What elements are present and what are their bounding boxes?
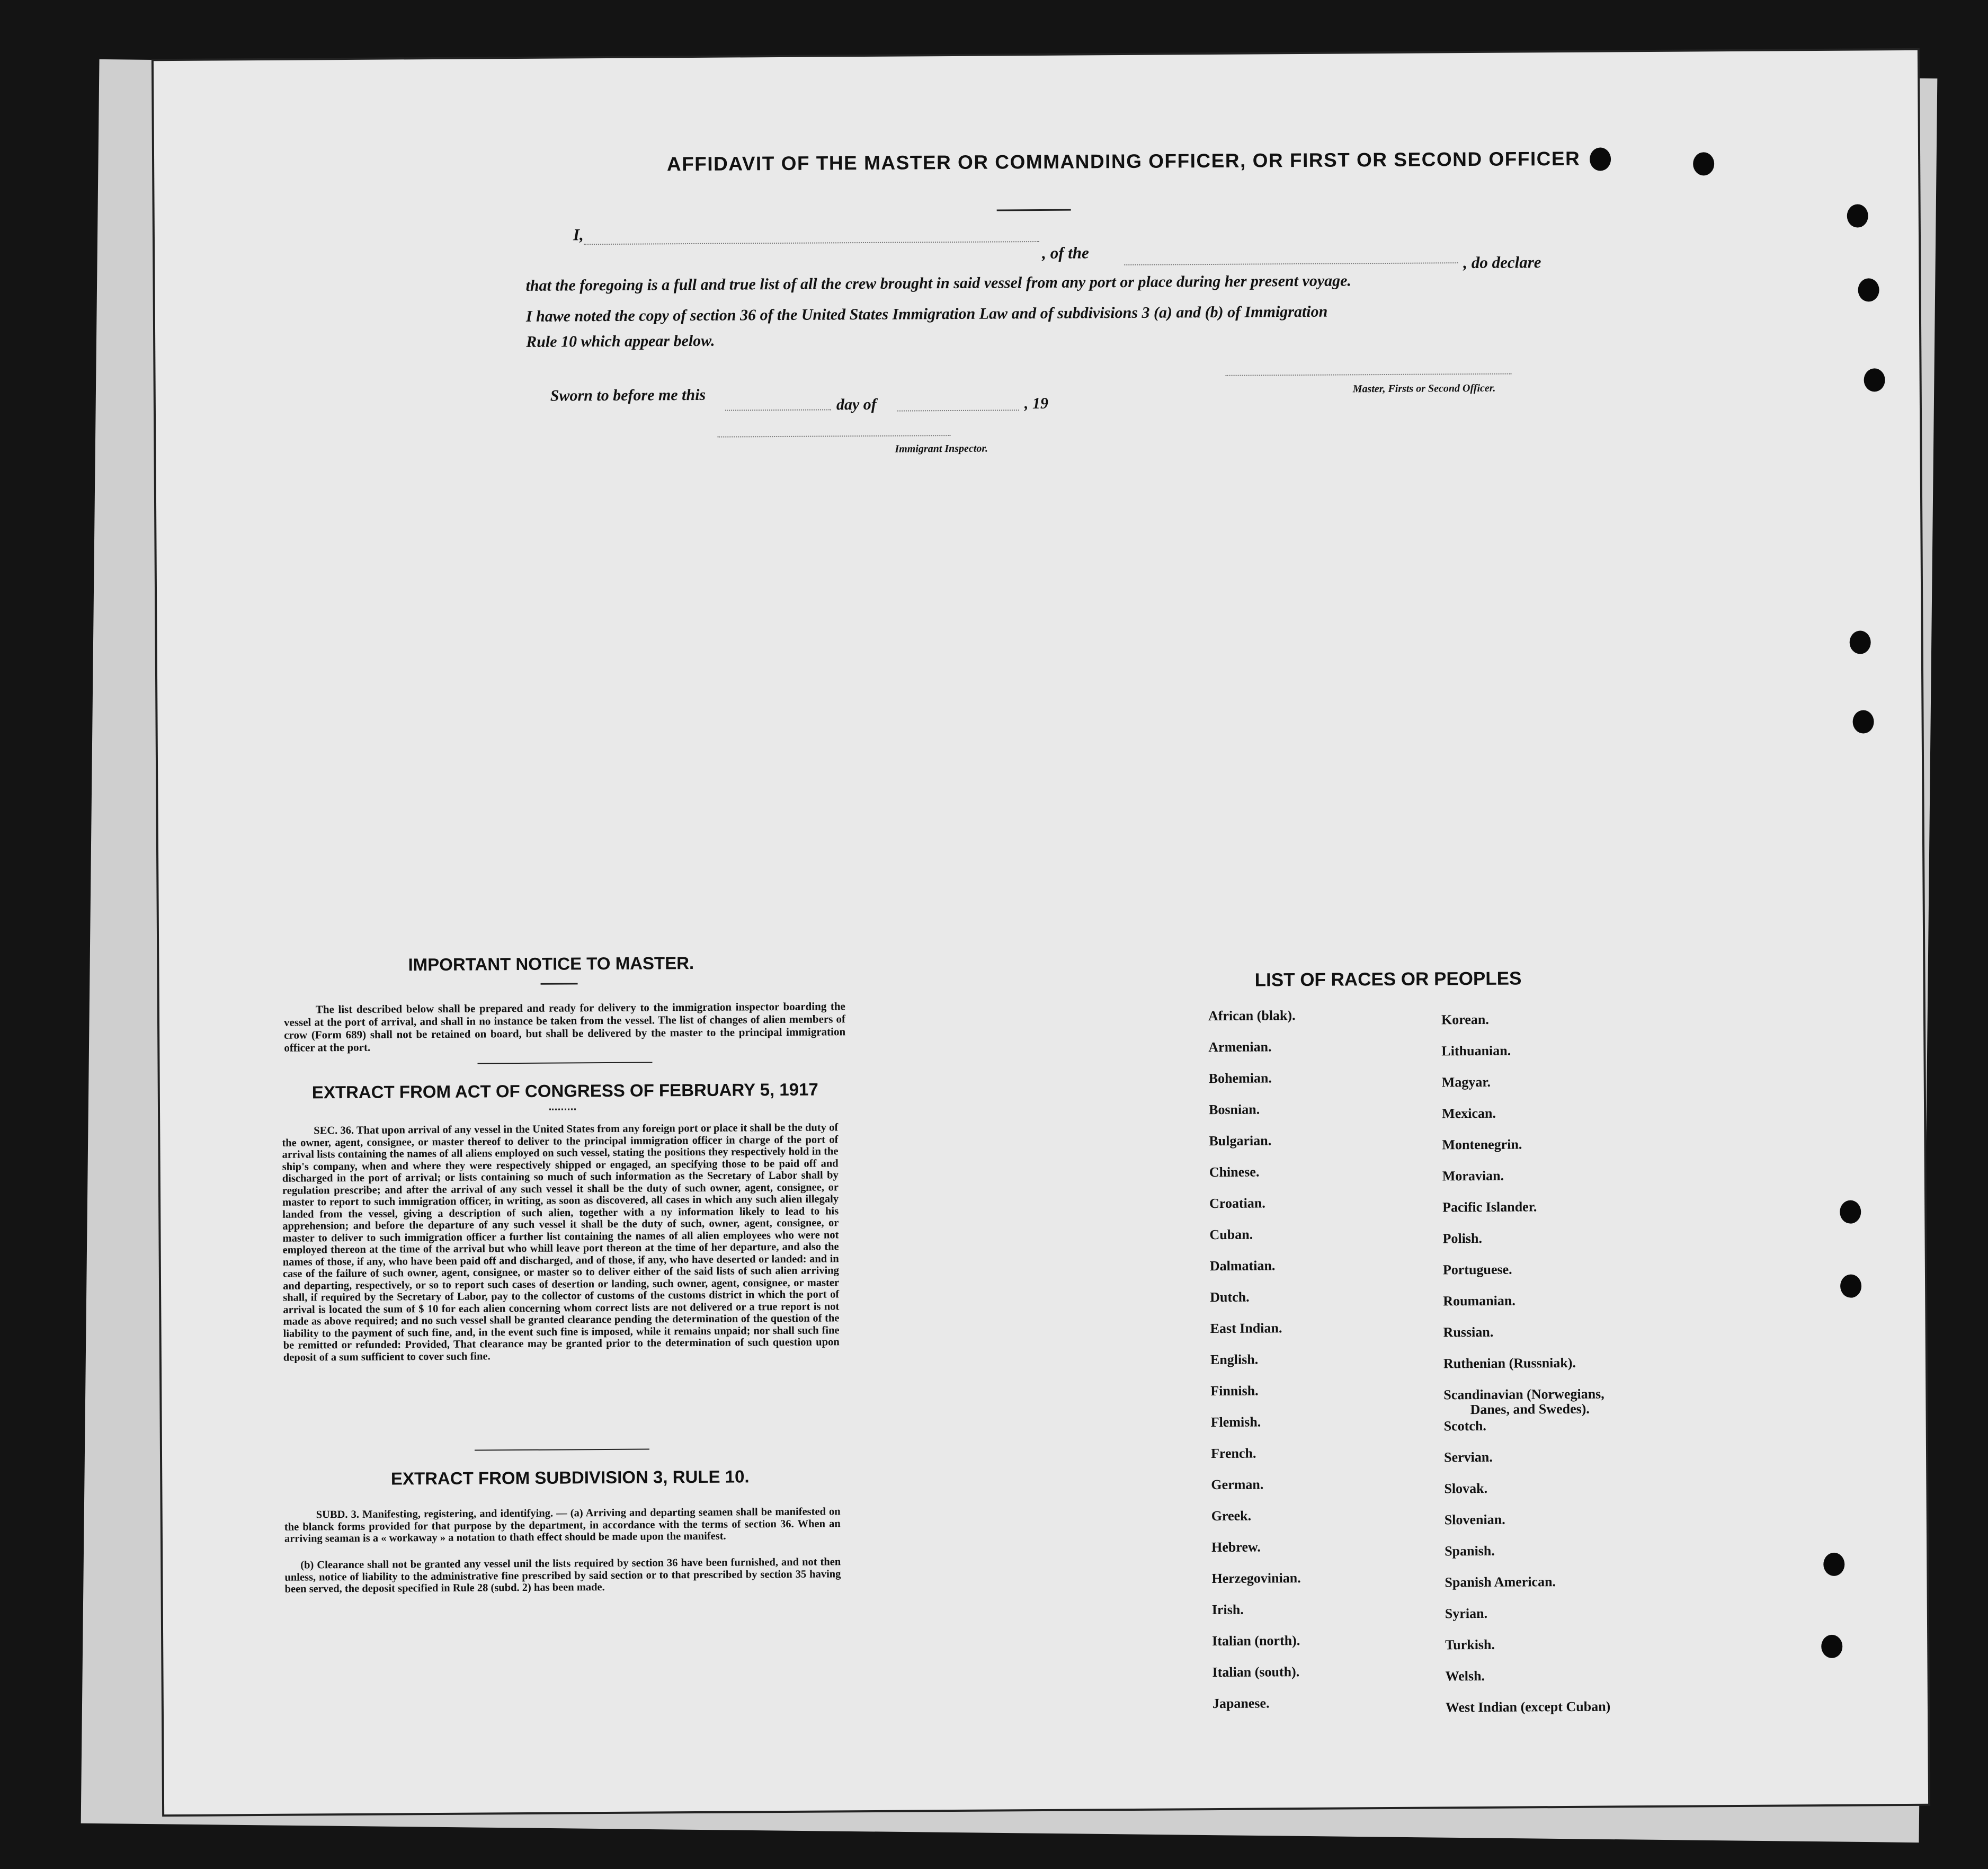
race-item: Lithuanian. — [1441, 1043, 1511, 1059]
races-left-column — [1208, 1008, 1302, 1727]
race-item: Montenegrin. — [1442, 1136, 1522, 1153]
race-item: Slovak. — [1444, 1480, 1488, 1497]
name-blank — [584, 241, 1039, 245]
divider — [477, 1062, 652, 1064]
race-item: Bulgarian. — [1209, 1133, 1272, 1149]
race-item: Japanese. — [1212, 1695, 1270, 1712]
race-item: Scotch. — [1443, 1418, 1486, 1434]
manifest-page — [154, 50, 1928, 1814]
divider — [475, 1449, 649, 1451]
race-item: English. — [1210, 1351, 1259, 1368]
punch-hole — [1840, 1200, 1861, 1224]
race-item: Finnish. — [1210, 1383, 1259, 1399]
declaration-declare: , do declare — [1463, 253, 1541, 272]
race-item: Bosnian. — [1208, 1101, 1260, 1118]
races-title: LIST OF RACES OR PEOPLES — [1254, 968, 1522, 991]
extract-rule-para-b: (b) Clearance shall not be granted any vessel unil the lists required by section 36 have been furnished, and not then unless, notice of liability to the administrative fine prescribed by said section or to that prescribed by section 35 having been served, the deposit specified in Rule 28 (subd. 2) has been made. — [284, 1556, 841, 1595]
race-item: Hebrew. — [1211, 1539, 1261, 1555]
extract-rule-para-a: SUBD. 3. Manifesting, registering, and identifying. — (a) Arriving and departing seamen shall be manifested on the blanck forms provided for that purpose by the department, in accordance with the terms of section 36. When an arriving seaman is a « workaway » a notation to thath effect should be made upon the manifest. — [284, 1506, 841, 1545]
race-item-scandinavian: Scandinavian (Norwegians, — [1443, 1386, 1604, 1403]
punch-hole — [1823, 1553, 1844, 1576]
race-item: Mexican. — [1442, 1105, 1496, 1122]
sworn-text: Sworn to before me this — [550, 386, 706, 405]
race-item-scandinavian-cont: Danes, and Swedes). — [1470, 1401, 1590, 1418]
race-item: African (blak). — [1208, 1008, 1296, 1024]
day-blank — [725, 409, 831, 411]
race-item: Dalmatian. — [1209, 1258, 1276, 1274]
race-item: Flemish. — [1210, 1414, 1261, 1430]
month-blank — [897, 410, 1019, 411]
race-item: Herzegovinian. — [1211, 1570, 1301, 1587]
race-item: East Indian. — [1210, 1320, 1282, 1337]
punch-hole — [1850, 630, 1871, 654]
declaration-line-2: that the foregoing is a full and true list of all the crew brought in said vessel from any port or place during her present voyage. — [525, 272, 1352, 295]
race-item: Spanish. — [1445, 1543, 1495, 1559]
race-item: Spanish American. — [1445, 1574, 1556, 1590]
signature-blank — [1226, 373, 1512, 376]
races-right-column — [1441, 1011, 1611, 1731]
race-item: Italian (south). — [1212, 1664, 1300, 1680]
inspector-blank — [717, 435, 950, 438]
race-item: Chinese. — [1209, 1164, 1260, 1180]
race-item: Irish. — [1211, 1601, 1244, 1618]
race-item: Turkish. — [1445, 1636, 1495, 1653]
race-item: Korean. — [1441, 1011, 1489, 1028]
extract-act-title: EXTRACT FROM ACT OF CONGRESS OF FEBRUARY 5, 1917 — [311, 1079, 818, 1102]
race-item: Roumanian. — [1443, 1293, 1515, 1309]
inspector-caption: Immigrant Inspector. — [895, 442, 988, 455]
race-item: Slovenian. — [1444, 1511, 1505, 1528]
race-item: Portuguese. — [1442, 1261, 1512, 1278]
race-item: Ruthenian (Russniak). — [1443, 1355, 1576, 1372]
divider — [549, 1108, 576, 1110]
day-of-text: day of — [836, 395, 877, 414]
race-item: Croatian. — [1209, 1195, 1265, 1212]
notice-text: The list described below shall be prepared and ready for delivery to the immigration inspector boarding the vessel at the port of arrival, and shall in no instance be taken from the vessel. The list of changes of alien members of crow (Form 689) shall not be retained on board, but shall be delivered by the master to the principal immigration officer at the port. — [283, 1000, 846, 1054]
race-item: Cuban. — [1209, 1226, 1253, 1243]
race-item: Magyar. — [1441, 1074, 1491, 1090]
race-item: Moravian. — [1442, 1168, 1504, 1184]
race-item: Syrian. — [1445, 1605, 1488, 1622]
divider — [541, 983, 578, 984]
race-item: Polish. — [1442, 1230, 1483, 1247]
race-item — [1443, 1386, 1609, 1418]
extract-rule-title: EXTRACT FROM SUBDIVISION 3, RULE 10. — [390, 1466, 750, 1489]
declaration-of-the: , of the — [1042, 243, 1089, 262]
punch-hole — [1693, 152, 1714, 175]
declaration-i: I, — [573, 225, 584, 244]
master-caption: Master, Firsts or Second Officer. — [1352, 382, 1496, 395]
race-item: Servian. — [1443, 1449, 1493, 1465]
divider — [997, 209, 1071, 211]
punch-hole — [1858, 278, 1879, 301]
punch-hole — [1840, 1275, 1861, 1298]
race-item: Dutch. — [1210, 1289, 1250, 1305]
punch-hole — [1864, 368, 1885, 391]
race-item: Welsh. — [1445, 1668, 1485, 1684]
punch-hole — [1821, 1635, 1842, 1658]
race-item: Pacific Islander. — [1442, 1199, 1537, 1215]
extract-act-text: SEC. 36. That upon arrival of any vessel in the United States from any foreign port or place it shall be the duty of the owner, agent, consignee, or master thereof to deliver to the principal immigration officer in charge of the port of arrival lists containing the names of all aliens employed on such vessel, stating the positions they respectively hold in the ship's company, when and where they were respectively shipped or engaged, an specifying those to be paid off and discharged in the port of arrival; or lists containing so much of such information as the Secretary of Labor shall by regulation prescribe; and after the arrival of any such vessel it shall be the duty of such owner, agent, consignee, or master to report to such immigration officer, in writing, as soon as discovered, all cases in which any such alien illegaly landed from the vessel, giving a description of such alien, together with a ny information likely to lead to his apprehension; and before the departure of any such vessel it shall be the duty of such, owner, agent, consignee, or master to deliver to such immigration officer a further list containing the names of all alien employees who were not employed thereon at the time of the arrival but who whill leave port thereon at the time of her departure, and also the names of those, if any, who have been paid off and discharged, and of those, if any, who have deserted or landed: and in case of the failure of such owner, agent, consignee, or master so to deliver either of the said lists of such alien arriving and departing, respectively, or so to report such cases of desertion or landing, such owner, agent, consignee, or master shall, if required by the Secretary of Labor, pay to the collector of customs of the customs district in which the port of arrival is located the sum of $ 10 for each alien concerning whom correct lists are not delivered or a true report is not made as above required; and no such vessel shall be granted clearance pending the determination of the question of the liability to the payment of such fine, and, in the event such fine is imposed, while it remains unpaid; nor shall such fine be remitted or refunded: Provided, That clearance may be granted prior to the determination of such question upon deposit of a sum sufficient to cover such fine. — [282, 1122, 840, 1364]
race-item: Russian. — [1443, 1324, 1494, 1340]
declaration-line-4: Rule 10 which appear below. — [526, 332, 715, 351]
race-item: French. — [1210, 1445, 1256, 1462]
vessel-blank — [1124, 262, 1458, 265]
race-item: West Indian (except Cuban) — [1445, 1698, 1611, 1715]
affidavit-title: AFFIDAVIT OF THE MASTER OR COMMANDING OFFICER, OR FIRST OR SECOND OFFICER — [666, 147, 1581, 175]
race-item: Greek. — [1211, 1508, 1252, 1524]
race-item: Bohemian. — [1208, 1070, 1272, 1087]
race-item: Italian (north). — [1212, 1633, 1300, 1649]
race-item: German. — [1211, 1476, 1264, 1493]
year-text: , 19 — [1024, 394, 1049, 413]
notice-title: IMPORTANT NOTICE TO MASTER. — [408, 953, 694, 975]
punch-hole — [1852, 710, 1874, 733]
punch-hole — [1847, 204, 1868, 227]
race-item: Armenian. — [1208, 1039, 1272, 1055]
declaration-line-3: I hawe noted the copy of section 36 of the United States Immigration Law and of subdivisions 3 (a) and (b) of Immigration — [525, 302, 1328, 325]
